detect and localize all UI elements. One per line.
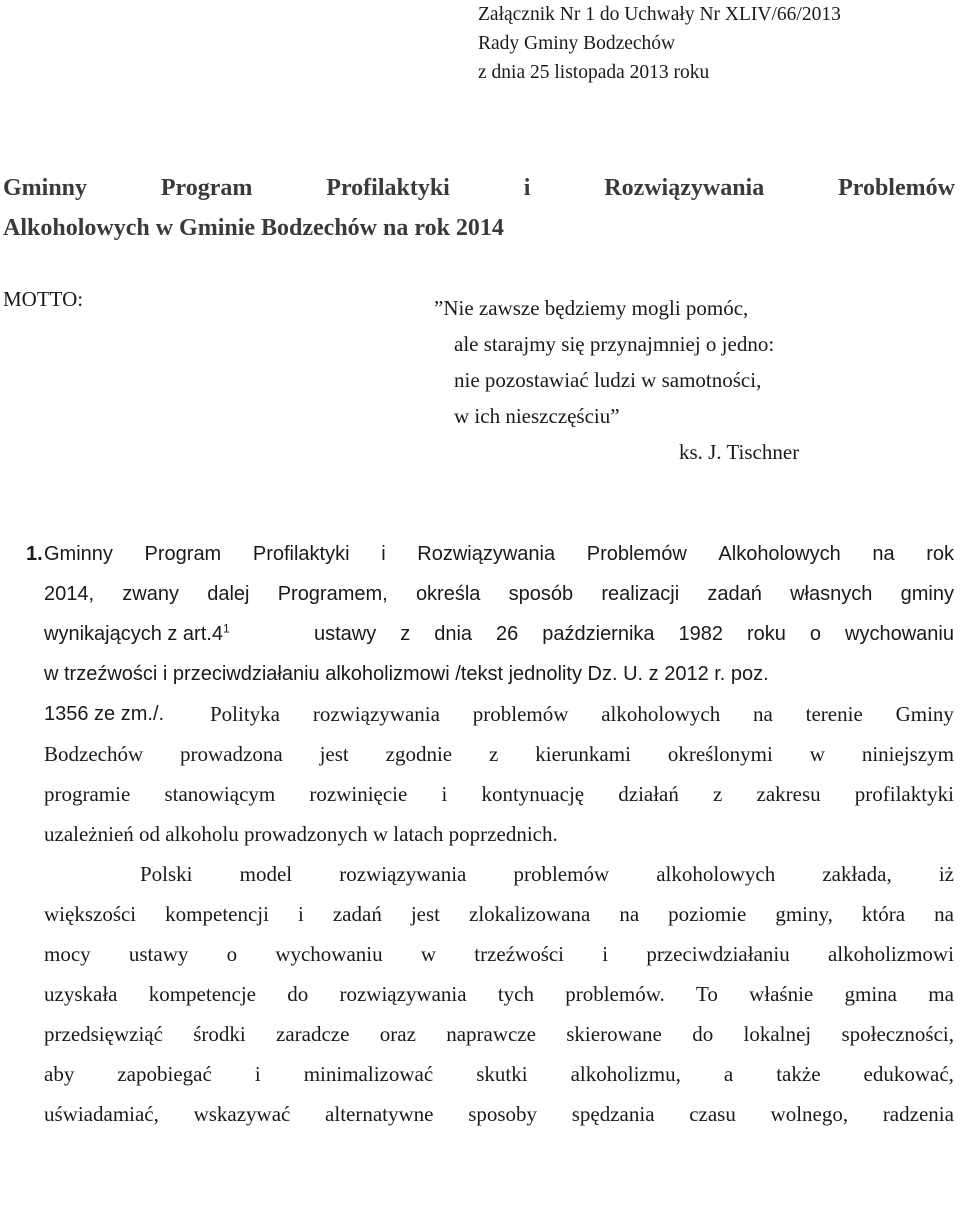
word: większości [44,902,137,926]
word: z [489,742,499,766]
word: alkoholowych [601,702,721,726]
word: ustawy [314,623,377,645]
para2-line-4 [44,974,954,1014]
word: Programem, [277,583,388,605]
header-line-2: Rady Gminy Bodzechów [478,33,676,54]
word: kompetencji [165,902,269,926]
word: terenie [805,702,863,726]
word: o [809,623,822,645]
word: i [441,782,448,806]
word: określonymi [667,742,773,766]
word: gminy [900,583,954,605]
word: prowadzona [180,742,283,766]
word: realizacji [601,583,680,605]
section1-line-2 [44,574,954,614]
word: określa [415,583,481,605]
word: gmina [844,982,897,1006]
motto-line-4: w ich nieszczęściu” [454,404,620,428]
word: skutki [476,1062,528,1086]
word: model [239,862,293,886]
para2-line-3 [44,934,954,974]
motto-line-3: nie pozostawiać ludzi w samotności, [454,368,762,392]
word: i [254,1062,261,1086]
word: alkoholizmowi [827,942,954,966]
word: na [872,543,895,565]
word: stanowiącym [164,782,276,806]
word: poziomie [668,902,747,926]
word: z [713,782,723,806]
word: problemów [472,702,569,726]
word: trzeźwości [474,942,565,966]
word: i [523,175,531,201]
word: Alkoholowych [718,543,841,565]
word: uświadamiać, [44,1102,159,1126]
section1-line-3 [44,614,954,654]
word: alternatywne [325,1102,434,1126]
word: w [420,942,437,966]
word: tych [497,982,534,1006]
section1-line-6 [44,734,954,774]
word: o [226,942,238,966]
word: zapobiegać [117,1062,212,1086]
word: wolnego, [770,1102,849,1126]
word: czasu [689,1102,736,1126]
word: zadań [707,583,762,605]
word: wychowaniu [275,942,383,966]
title-line-2: Alkoholowych w Gminie Bodzechów na rok 2014 [3,215,504,241]
word: i [381,543,386,565]
section1-line-5-a: 1356 ze zm./. [44,703,165,725]
word: kierunkami [535,742,631,766]
motto-label: MOTTO: [3,287,84,311]
word: a [723,1062,734,1086]
word: środki [193,1022,246,1046]
motto-quote [434,290,799,470]
word: Gminy [895,702,954,726]
header-line-1: Załącznik Nr 1 do Uchwały Nr XLIV/66/2013 [478,4,841,25]
word: zakłada, [822,862,892,886]
word: rok [926,543,954,565]
word: Rozwiązywania [604,175,765,201]
word: Profilaktyki [252,543,350,565]
word: października [542,623,655,645]
word: zlokalizowana [469,902,591,926]
word: rozwinięcie [309,782,408,806]
word: i [298,902,304,926]
word: kompetencje [148,982,257,1006]
word: Rozwiązywania [417,543,556,565]
word: radzenia [882,1102,954,1126]
word: przedsięwziąć [44,1022,163,1046]
word: sposoby [468,1102,538,1126]
word: ma [928,982,954,1006]
word: jest [319,742,349,766]
section1-line-1-text [44,534,954,574]
header-line-3: z dnia 25 listopada 2013 roku [478,62,710,83]
word: alkoholowych [656,862,776,886]
word: na [934,902,954,926]
motto-author: ks. J. Tischner [679,440,800,464]
word: w [809,742,825,766]
document-body [26,534,954,1134]
word: zaradcze [276,1022,350,1046]
word: gminy, [775,902,833,926]
para2-line-7 [44,1094,954,1134]
title-line-1 [3,168,955,208]
word: ustawy [128,942,189,966]
word: zgodnie [385,742,453,766]
word: Gminny [44,543,113,565]
word: rozwiązywania [312,702,440,726]
word: dalej [207,583,250,605]
word: Bodzechów [44,742,144,766]
word: 26 [496,623,519,645]
para2-line-1 [44,854,954,894]
word: dnia [434,623,473,645]
word: niniejszym [861,742,954,766]
word: właśnie [749,982,814,1006]
section1-line-8: uzależnień od alkoholu prowadzonych w latach poprzednich. [44,822,558,846]
word: kontynuację [481,782,585,806]
section-number: 1. [26,543,43,565]
word: alkoholizmu, [570,1062,681,1086]
word: jest [410,902,441,926]
word: rozwiązywania [339,982,467,1006]
word: Problemów [838,175,955,201]
word: iż [938,862,954,886]
word: własnych [790,583,873,605]
motto-line-1: ”Nie zawsze będziemy mogli pomóc, [434,296,749,320]
motto-line-2: ale starajmy się przynajmniej o jedno: [454,332,775,356]
word: rozwiązywania [339,862,467,886]
word: przeciwdziałaniu [646,942,790,966]
word: aby [44,1062,75,1086]
word: Gminny [3,175,88,201]
word: problemów [513,862,610,886]
word: wskazywać [193,1102,291,1126]
para2-line-5 [44,1014,954,1054]
word: sposób [508,583,574,605]
word: Problemów [586,543,687,565]
word: lokalnej [743,1022,812,1046]
word: i [602,942,609,966]
word: uzyskała [44,982,118,1006]
word: wychowaniu [845,623,954,645]
section1-line-7 [44,774,954,814]
section1-line-3-pre: wynikających z $art.4^1$ [44,621,230,645]
section1-line-3-rest [314,614,954,654]
word: społeczności, [841,1022,954,1046]
document-title [3,168,955,248]
para2-line-6 [44,1054,954,1094]
section1-line-4: w trzeźwości i przeciwdziałaniu alkoholizmowi /tekst jednolity Dz. U. z 2012 r. poz. [44,663,769,685]
word: spędzania [571,1102,655,1126]
word: zakresu [756,782,821,806]
word: do [692,1022,714,1046]
word: zwany [122,583,179,605]
word: To [696,982,718,1006]
word: działań [618,782,679,806]
para2-line-2 [44,894,954,934]
section1-line-5 [44,694,954,734]
word: na [753,702,773,726]
word: która [861,902,906,926]
word: oraz [379,1022,416,1046]
word: profilaktyki [854,782,954,806]
word: mocy [44,942,91,966]
word: 1982 [678,623,724,645]
word: Profilaktyki [326,175,450,201]
word: edukować, [863,1062,954,1086]
section1-line-1 [26,534,954,574]
word: programie [44,782,131,806]
word: do [287,982,309,1006]
word: Polski [140,862,193,886]
word: problemów. [565,982,665,1006]
word: z [400,623,411,645]
attachment-header [478,0,841,87]
word: Polityka [210,702,281,726]
word: także [776,1062,821,1086]
word: na [619,902,640,926]
word: roku [747,623,786,645]
word: skierowane [566,1022,662,1046]
word: minimalizować [303,1062,434,1086]
word: 2014, [44,583,95,605]
section1-line-5-rest [210,694,954,734]
word: Program [144,543,222,565]
word: Program [160,175,253,201]
word: naprawcze [446,1022,536,1046]
word: zadań [332,902,382,926]
